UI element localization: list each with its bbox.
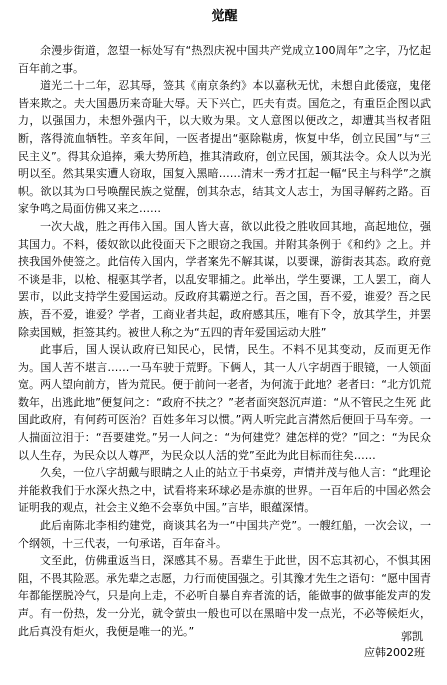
- paragraph-6: 此后南陈北李相约建党，商谈其名为一“中国共产党”。一艘红船，一次会议，一个纲领，十三代表，一句承诺，百年奋斗。: [18, 519, 431, 550]
- paragraph-7: 文至此，仿佛重返当日，深感其不易。吾辈生于此世，因不忘其初心，不惧其困阻，不畏其险恶。承先辈之志愿，力行而使国强之。引其豫才先生之语句：“愿中国青年都能摆脱冷气，只是向上走，不必听自暴自弃者流的话，能做事的做事能发声的发声。有一份热，发一分光，就令萤虫一般也可以在黑暗中发一点光，不必等候炬火，此后真没有炬火，我便是唯一的光。”: [18, 554, 431, 638]
- paragraph-3: 一次大战，胜之再伟入国。国人皆大喜，欲以此役之胜收回其地，高起地位，强其国力。不料，倭奴欲以此役面天下之眼窃之我国。并附其条例于《和约》之上。并挟我国外使签之。此信传入国内，学者案先不解其谋，以要课，游街表其态。政府竟不谈是非，以枪、棍驱其学者，以乱安罪捕之。此举出，学生要课，工人罢工，商人罢市，以此支持学生爱国运动。反政府其霸逆之行。吾之国，吾不爱，谁爱？吾之民族，吾不爱，谁爱？学者，工商业者共起，政府感其压，唯有下令，放其学生，并罢除卖国贼，拒签其约。被世人称之为“五四的青年爱国运动大胜”: [18, 219, 431, 339]
- author-name: 郭凯: [401, 630, 423, 643]
- paragraph-2: 道光二十二年，忍其辱，签其《南京条约》本以嘉秋无忧，未想自此倭寇，鬼佬皆来欺之。夫大国愚历来奇耻大辱。天下兴亡，匹夫有责。国危之，有重臣企图以武力，以强国力，未想外强内干，以大败为果。文人意图以便改之，却遭其当权者阻断，落得流血牺牲。辛亥年间，一医者提出“驱除鞑虏，恢复中华，创立民国”与“三民主义”。得其众追捧，乘大势所趋，推其清政府，创立民国，颁其法令。众人以为光明以至。然其果实遭人窃取，国复入黑暗……清末一秀才扛起一幅“民主与科学”之旗帜。欲以其为口号唤醒民族之觉醒，创其杂志，结其文人志士，为国寻解药之路。百家争鸣之局面仿佛又来之……: [18, 79, 431, 216]
- paragraph-4: 此事后，国人误认政府已知民心，民情，民生。不料不见其变动，反而更无作为。国人苦不堪言……一马车驶于荒野。下俩人，其一人八字胡酉于眼镜，一人领面宽。两人望向前方，皆为荒民。便于前问一老者，为何流于此地？老者曰：“北方饥荒数年，出逃此地”便复问之：“政府不扶之？”老者面突怒沉声道：“从不管民之生死 此国此政府，有何药可医治？百姓多年习以惯。”两人听完此言潸然后便回于马车旁。一人揣面泣泪于：“吾要建党。”另一人问之：“为何建党？建怎样的党？”回之：“为民众以人生存，为民众以人尊严，为民众以人活的党”至此为此目标而往矣……: [18, 343, 431, 462]
- paragraph-1: 余漫步街道，忽望一标处写有“热烈庆祝中国共产党成立100周年”之字，乃忆起百年前之事。: [18, 44, 432, 75]
- author-class: 应韩2002班: [364, 646, 425, 659]
- paragraph-5: 久矣，一位八字胡戴与眼睛之人止的站立于书桌旁，声情并茂与他人言：“此理论并能救我们于水深火热之中，试看将来环球必是赤旗的世界。一百年后的中国必然会证明我的观点，社会主义绝不会辜负中国。”言毕，眼蕴深情。: [18, 466, 431, 515]
- page-title: 觉醒: [211, 9, 238, 24]
